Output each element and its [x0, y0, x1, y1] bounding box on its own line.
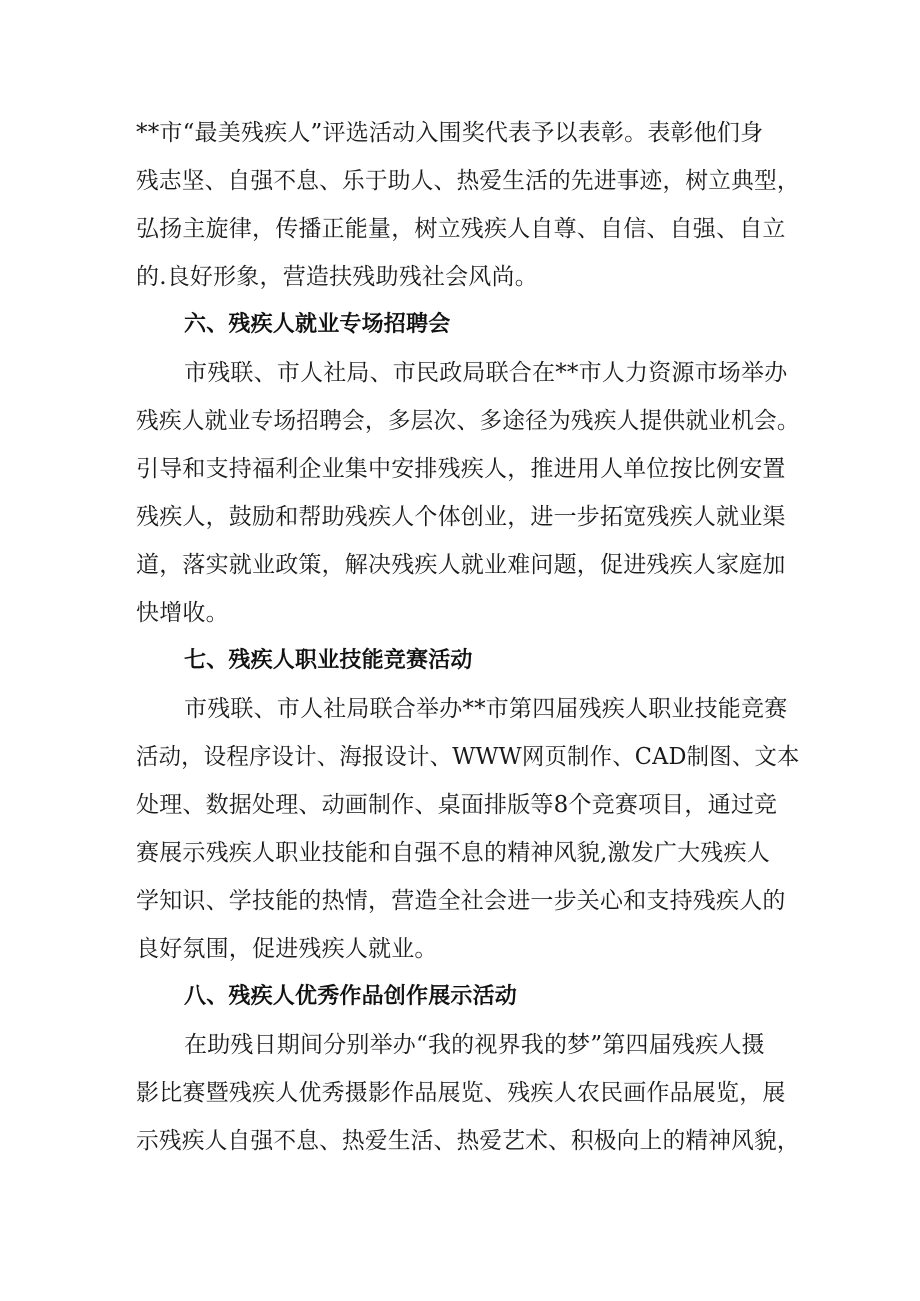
paragraph-line: 活动，设程序设计、海报设计、WWW网页制作、CAD制图、文本 — [136, 744, 800, 770]
section-heading: 六、残疾人就业专场招聘会 — [184, 312, 451, 337]
paragraph-line: 残疾人就业专场招聘会，多层次、多途径为残疾人提供就业机会。 — [136, 408, 800, 434]
paragraph-line: 的.良好形象，营造扶残助残社会风尚。 — [136, 264, 538, 290]
paragraph-line: 学知识、学技能的热情，营造全社会进一步关心和支持残疾人的 — [136, 888, 786, 914]
paragraph-line: **市“最美残疾人”评选活动入围奖代表予以表彰。表彰他们身 — [136, 120, 764, 146]
paragraph-line: 快增收。 — [136, 600, 229, 626]
paragraph-line: 残志坚、自强不息、乐于助人、热爱生活的先进事迹，树立典型， — [136, 168, 800, 194]
paragraph-line: 市残联、市人社局联合举办**市第四届残疾人职业技能竞赛 — [184, 696, 788, 722]
paragraph-line: 在助残日期间分别举办“我的视界我的梦”第四届残疾人摄 — [184, 1032, 765, 1058]
paragraph-line: 弘扬主旋律，传播正能量，树立残疾人自尊、自信、自强、自立 — [136, 216, 786, 242]
paragraph-line: 示残疾人自强不息、热爱生活、热爱艺术、积极向上的精神风貌， — [136, 1128, 800, 1154]
paragraph-line: 残疾人，鼓励和帮助残疾人个体创业，进一步拓宽残疾人就业渠 — [136, 504, 786, 530]
paragraph-line: 影比赛暨残疾人优秀摄影作品展览、残疾人农民画作品展览，展 — [136, 1080, 786, 1106]
paragraph-line: 市残联、市人社局、市民政局联合在**市人力资源市场举办 — [184, 360, 788, 386]
paragraph-line: 道，落实就业政策，解决残疾人就业难问题，促进残疾人家庭加 — [136, 552, 786, 578]
paragraph-line: 处理、数据处理、动画制作、桌面排版等8个竞赛项目，通过竞 — [136, 792, 778, 818]
paragraph-line: 引导和支持福利企业集中安排残疾人，推进用人单位按比例安置 — [136, 456, 786, 482]
section-heading: 八、残疾人优秀作品创作展示活动 — [184, 984, 518, 1009]
paragraph-line: 赛展示残疾人职业技能和自强不息的精神风貌,激发广大残疾人 — [136, 840, 770, 866]
section-heading: 七、残疾人职业技能竞赛活动 — [184, 648, 473, 673]
paragraph-line: 良好氛围，促进残疾人就业。 — [136, 936, 438, 962]
